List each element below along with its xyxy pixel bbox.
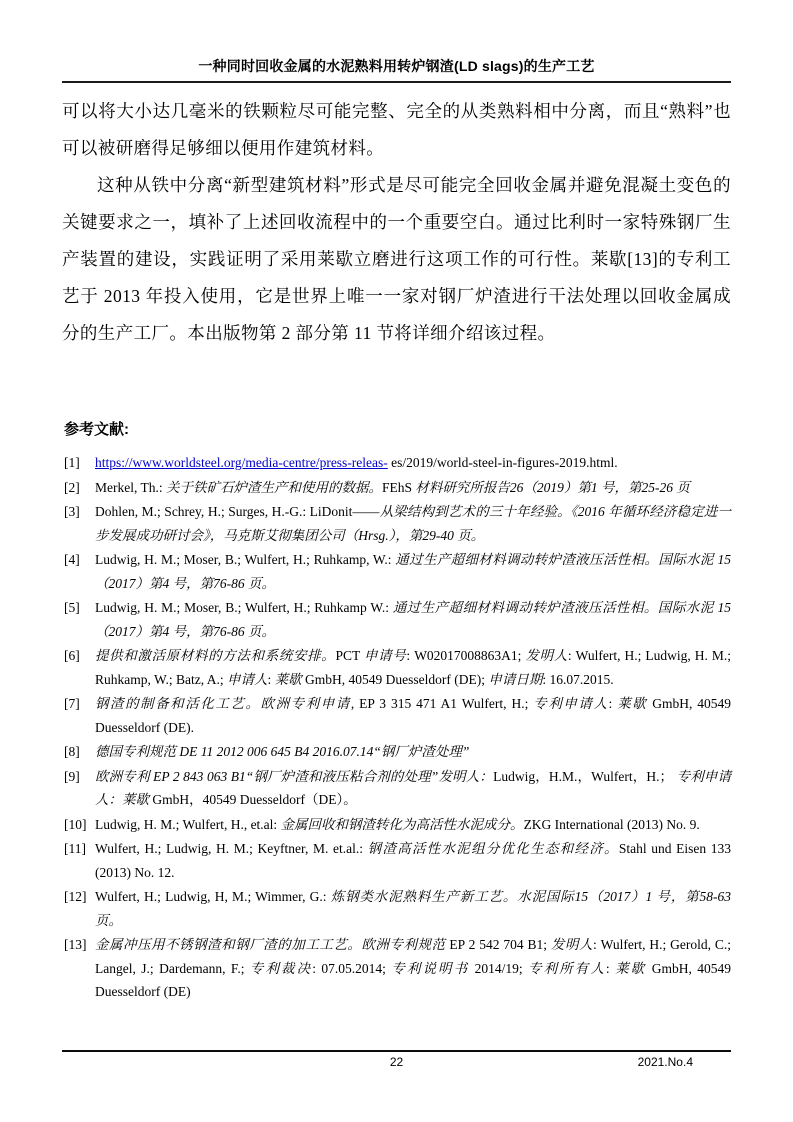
reference-text: Wulfert, H.; Ludwig, H. M.; Keyftner, M. et.al.: [95,841,368,856]
reference-text: GmbH, 40549 Duesseldorf (DE) [95,960,732,999]
reference-text: : 07.05.2014; [312,960,392,976]
reference-label: [13] [64,937,87,952]
reference-item [62,548,731,595]
reference-item [62,644,731,691]
reference-item [62,476,731,500]
reference-item [62,933,731,1004]
reference-text: 材料研究所报告26（2019）第1 号，第25-26 页 [415,479,690,495]
footer-row [62,1055,731,1075]
references-section [62,418,731,1004]
reference-label: [11] [64,841,86,856]
reference-text: ZKG International (2013) No. 9. [523,816,700,832]
reference-text: 金属冲压用不锈钢渣和钢厂渣的加工工艺。欧洲专利规范 [95,937,446,952]
reference-text: 申请日期 [488,671,543,687]
reference-item [62,740,731,764]
reference-text: : W02017008863A1; [406,648,526,663]
references-list [62,451,731,1004]
reference-label: [10] [64,816,87,832]
reference-item [62,692,731,739]
reference-text: 关于铁矿石炉渣生产和使用的数据。 [166,479,382,495]
reference-item [62,813,731,837]
reference-item [62,500,731,547]
reference-text: 2014/19; [469,960,529,976]
reference-text: GmbH, 40549 Duesseldorf (DE); [301,671,489,687]
reference-item [62,765,731,812]
reference-text: 专利所有人 [528,960,606,976]
reference-item [62,451,731,475]
reference-text: Wulfert, H.; Ludwig, H, M.; Wimmer, G.: [95,889,331,904]
reference-label: [8] [64,744,80,759]
page-footer [62,1050,731,1075]
reference-text: es/2019/world-steel-in-figures-2019.html. [387,455,618,470]
reference-text: PCT [335,648,364,663]
reference-text: : [267,671,275,687]
reference-text: 发明人 [525,648,568,663]
body-paragraph: 这种从铁中分离“新型建筑材料”形式是尽可能完全回收金属并避免混凝土变色的关键要求之一，填补了上述回收流程中的一个重要空白。通过比利时一家特殊钢厂生产装置的建设，实践证明了采用莱歇立磨进行这项工作的可行性。莱歇[13]的专利工艺于 2013 年投入使用，它是世界上唯一一家对钢厂炉渣进行干法处理以回收金属成分的生产工厂。本出版物第 2 部分第 11 节将详细介绍该过程。 [62,175,731,343]
reference-text: 通过生产超细材料调动转炉渣液压活性相。国际水泥 15（2017）第4 号，第76-86 页。 [95,600,731,639]
references-heading: 参考文献: [64,421,129,438]
reference-text: Dohlen, M.; Schrey, H.; Surges, H.-G.: LiDonit—— [95,504,380,519]
reference-text: : [605,960,616,976]
reference-text: : Wulfert, H.; Gerold, C.; Langel, J.; Dardemann, F.; [95,937,732,976]
reference-text: Ludwig, H. M.; Moser, B.; Wulfert, H.; Ruhkamp W.: [95,600,393,615]
reference-text: 莱歇 [274,671,302,687]
reference-text: 炼钢类水泥熟料生产新工艺。水泥国际15（2017）1 号，第58-63 页。 [95,889,732,928]
issue-number: 2021.No.4 [637,1055,693,1069]
reference-text: 专利裁决 [249,960,313,976]
reference-text: 莱歇 [615,960,647,976]
reference-text: : Wulfert, H.; Ludwig, H. M.; Ruhkamp, W.; Batz, A.; [95,648,732,687]
reference-text: 德国专利规范 DE 11 2012 006 645 B4 2016.07.14“钢厂炉渣处理” [95,744,470,759]
document-title: 一种同时回收金属的水泥熟料用转炉钢渣(LD slags)的生产工艺 [198,58,595,74]
reference-text: FEhS [382,479,416,495]
reference-text: 钢渣高活性水泥组分优化生态和经济。 [367,841,619,856]
reference-text: 专利申请人 [533,696,609,711]
reference-text: 从梁结构到艺术的三十年经验。《2016 年循环经济稳定进一步发展成功研讨会》，马克斯艾彻集团公司（Hrsg.），第29-40 页。 [95,504,732,543]
reference-text: Stahl und Eisen 133 (2013) No. 12. [95,841,731,880]
reference-item [62,885,731,932]
reference-item [62,596,731,643]
body-text [62,93,731,352]
reference-text: , EP 3 315 471 A1 Wulfert, H.; [350,696,534,711]
reference-label: [6] [64,648,80,663]
reference-text: 发明人 [550,937,593,952]
reference-text: 欧洲专利 EP 2 843 063 B1“钢厂炉渣和液压粘合剂的处理”发明人： [95,768,494,784]
reference-text: GmbH, 40549 Duesseldorf (DE). [95,696,732,735]
reference-label: [2] [64,479,80,495]
reference-label: [5] [64,600,80,615]
reference-text: : 16.07.2015. [542,671,614,687]
reference-text: 金属回收和钢渣转化为高活性水泥成分。 [280,816,524,832]
reference-text: Ludwig, H. M.; Wulfert, H., et.al: [95,816,281,832]
reference-link[interactable]: https://www.worldsteel.org/media-centre/press-releas- [95,455,388,470]
reference-text: 莱歇 [617,696,648,711]
reference-text: 提供和激活原材料的方法和系统安排。 [95,648,336,663]
reference-text: 通过生产超细材料调动转炉渣液压活性相。国际水泥 15（2017）第4 号，第76-86 页。 [95,552,732,591]
reference-text: 申请人 [227,671,268,687]
reference-text: Ludwig，H.M.，Wulfert，H.； [493,768,677,784]
reference-label: [7] [64,696,80,711]
reference-text: : [608,696,618,711]
reference-text: EP 2 542 704 B1; [445,937,551,952]
reference-text: Merkel, Th.: [95,479,166,495]
reference-text: GmbH，40549 Duesseldorf（DE）。 [149,792,357,807]
page-number: 22 [389,1055,404,1069]
reference-label: [1] [64,455,80,470]
reference-text: 申请号 [363,648,407,663]
reference-label: [3] [64,504,80,519]
reference-text: 专利申请人：莱歇 [95,768,732,807]
reference-label: [9] [64,768,80,784]
reference-label: [12] [64,889,87,904]
reference-item [62,837,731,884]
reference-label: [4] [64,552,80,567]
reference-text: Ludwig, H. M.; Moser, B.; Wulfert, H.; Ruhkamp, W.: [95,552,396,567]
reference-text: 专利说明书 [391,960,470,976]
page-header [62,0,731,83]
reference-text: 钢渣的制备和活化工艺。欧洲专利申请 [95,696,351,711]
body-paragraph: 可以将大小达几毫米的铁颗粒尽可能完整、完全的从类熟料相中分离，而且“熟料”也可以被研磨得足够细以便用作建筑材料。 [62,101,731,158]
